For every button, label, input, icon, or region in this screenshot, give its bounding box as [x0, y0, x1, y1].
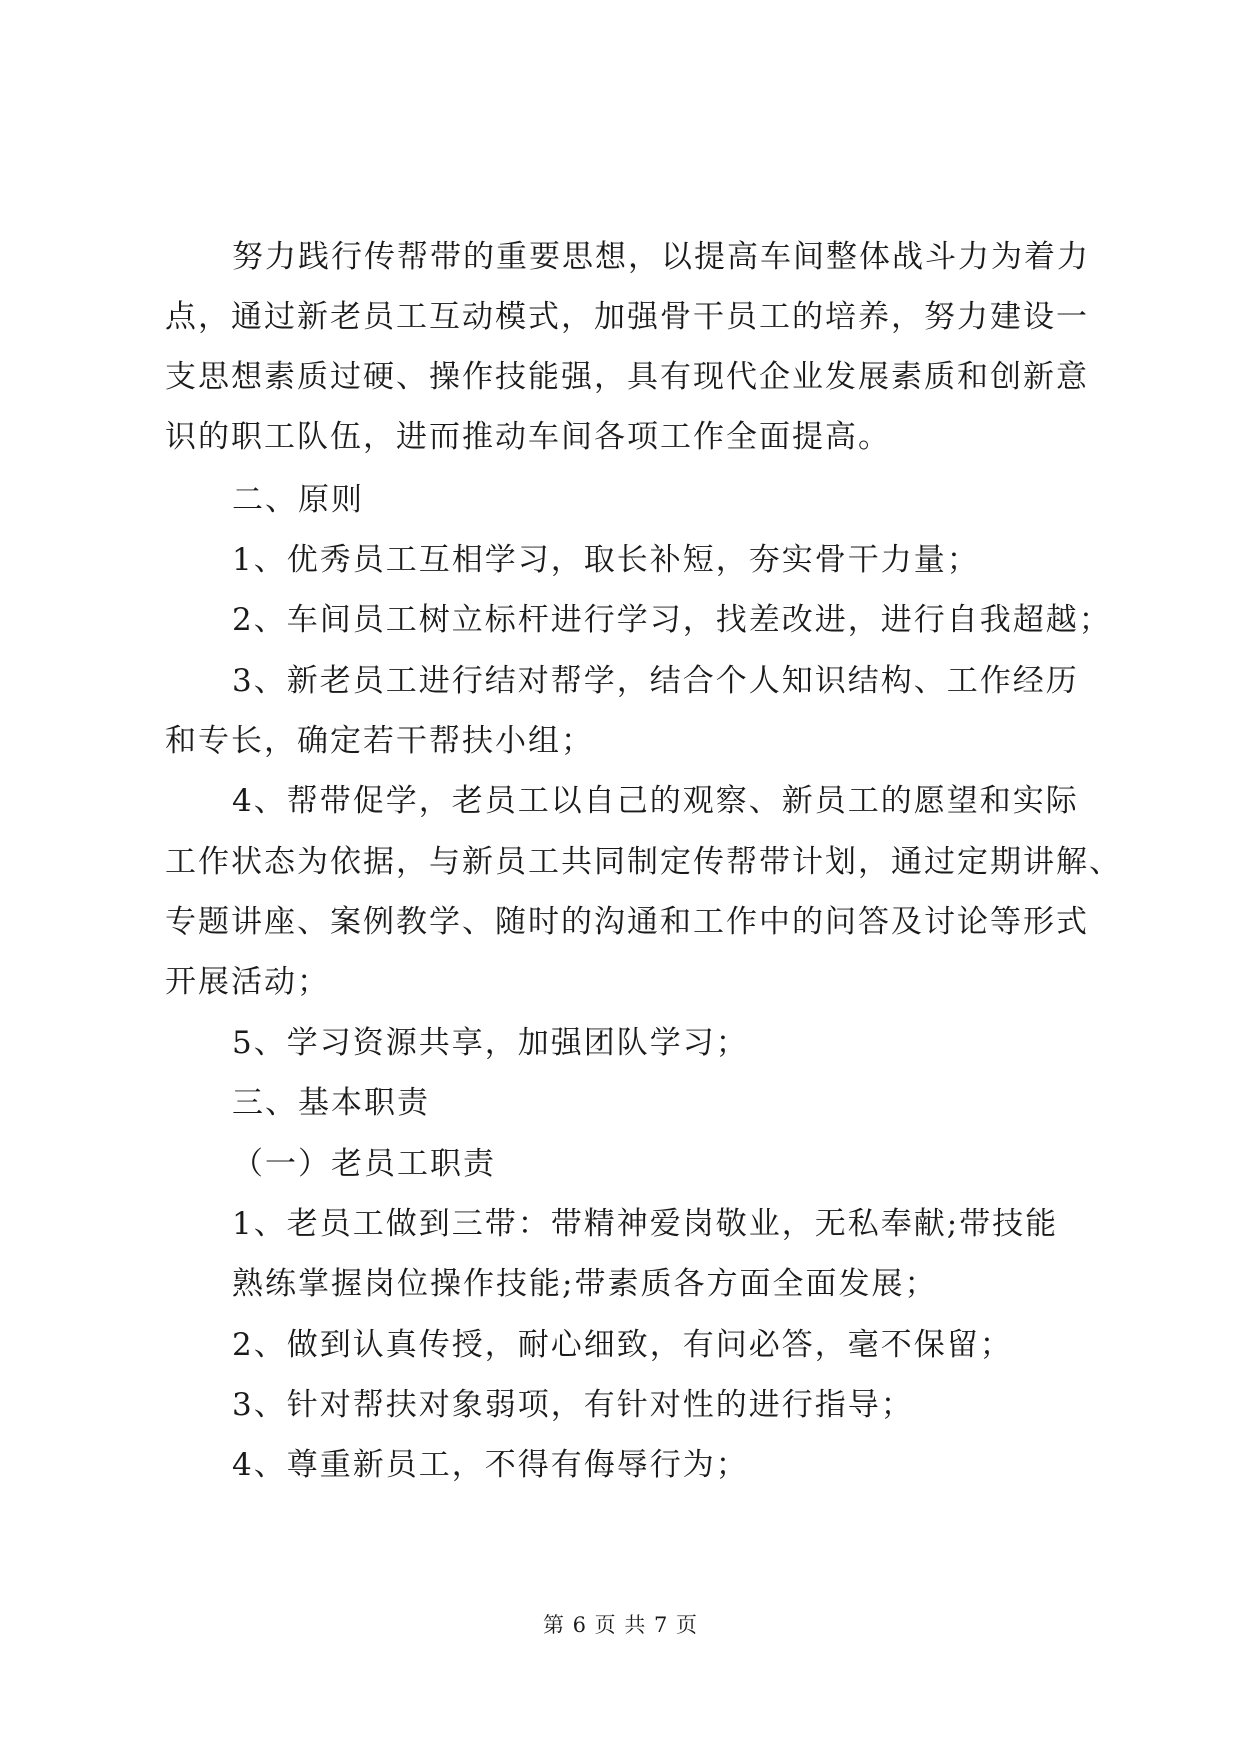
list-item: 2、做到认真传授，耐心细致，有问必答，毫不保留；: [232, 1327, 1013, 1363]
paragraph-line: 识的职工队伍，进而推动车间各项工作全面提高。: [165, 419, 891, 455]
page-number-footer: 第 6 页 共 7 页: [542, 1613, 699, 1637]
paragraph-line: 点，通过新老员工互动模式，加强骨干员工的培养，努力建设一: [165, 299, 1089, 335]
list-item: 4、尊重新员工，不得有侮辱行为；: [232, 1447, 749, 1483]
list-item: 2、车间员工树立标杆进行学习，找差改进，进行自我超越；: [232, 602, 1112, 638]
list-item: 4、帮带促学，老员工以自己的观察、新员工的愿望和实际: [232, 783, 1079, 819]
list-item-continuation: 熟练掌握岗位操作技能;带素质各方面全面发展；: [232, 1266, 938, 1302]
paragraph-line: 支思想素质过硬、操作技能强，具有现代企业发展素质和创新意: [165, 359, 1089, 395]
list-item: 5、学习资源共享，加强团队学习；: [232, 1025, 749, 1061]
subsection-heading: （一）老员工职责: [232, 1146, 496, 1182]
list-item: 3、新老员工进行结对帮学，结合个人知识结构、工作经历: [232, 663, 1079, 699]
section-heading: 三、基本职责: [232, 1085, 430, 1121]
section-heading: 二、原则: [232, 482, 364, 518]
list-item: 1、老员工做到三带：带精神爱岗敬业，无私奉献;带技能: [232, 1206, 1059, 1242]
list-item: 3、针对帮扶对象弱项，有针对性的进行指导；: [232, 1387, 914, 1423]
list-item-continuation: 和专长，确定若干帮扶小组；: [165, 723, 594, 759]
list-item-continuation: 工作状态为依据，与新员工共同制定传帮带计划，通过定期讲解、: [165, 844, 1122, 880]
list-item-continuation: 开展活动；: [165, 964, 330, 1000]
list-item: 1、优秀员工互相学习，取长补短，夯实骨干力量；: [232, 542, 980, 578]
paragraph-line: 努力践行传帮带的重要思想，以提高车间整体战斗力为着力: [232, 239, 1090, 275]
list-item-continuation: 专题讲座、案例教学、随时的沟通和工作中的问答及讨论等形式: [165, 904, 1089, 940]
